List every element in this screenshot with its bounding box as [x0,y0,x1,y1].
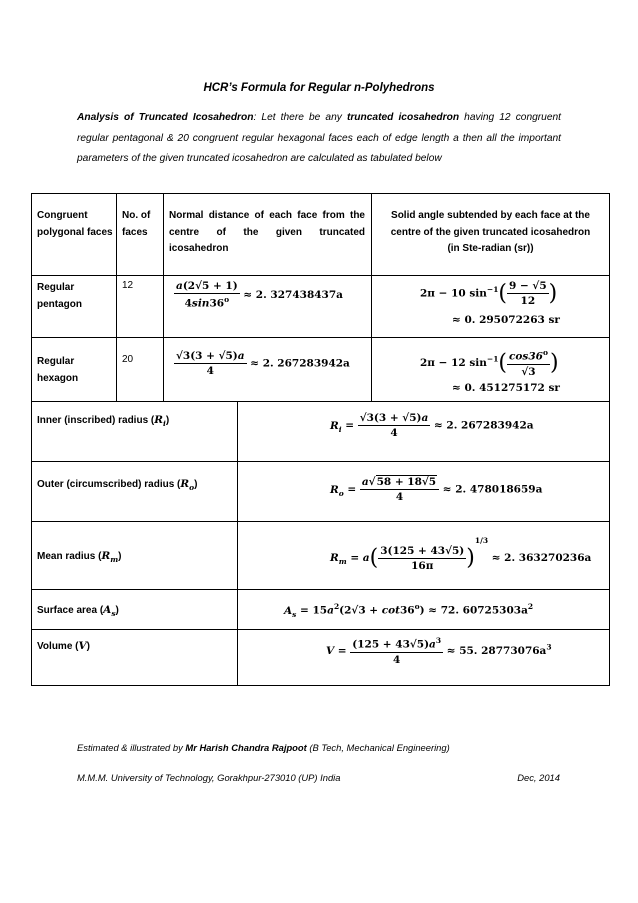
distance-cell [164,338,372,402]
inner-radius-formula: $R_i$ = $\frac{√3(3 + √5)a}{4}$ ≈ 2. 267283942a [330,412,534,439]
inner-radius-value: ≈ 2. 267283942a [433,419,534,432]
distance-formula: $\frac{√3(3 + √5)a}{4}$ [176,350,245,377]
table-row [32,590,610,630]
footer-university: M.M.M. University of Technology, Gorakhpur-273010 (UP) India [77,772,341,783]
footer-credit: Estimated & illustrated by Mr Harish Chandra Rajpoot (B Tech, Mechanical Engineering) [77,742,450,753]
solid-angle-formula: 2π − 10 $\sin^{-1}$( $\frac{9 - √5}{12}$ ) [420,280,558,307]
solid-angle-formula: 2π − 12 $\sin^{-1}$( $\frac{\cos 36^o}{√3}$ ) [420,348,559,378]
table-row [32,630,610,686]
mean-radius-value: ≈ 2. 363270236a [491,552,592,564]
param-label-cell: Inner (inscribed) radius $(R_i)$ [32,402,238,462]
header-distance: Normal distance of each face from the centre of the given truncated icosahedron [164,194,372,276]
distance-cell [164,276,372,338]
outer-radius-value: ≈ 2. 478018659a [442,483,543,496]
param-label-cell: Mean radius $(R_m)$ [32,522,238,590]
count-cell: 12 [117,276,164,338]
surface-area-formula: $A_s = 15a^2(2√3 + \cot 36^o) \approx 72$. $60725303a^2$ [284,602,534,619]
footer-date: Dec, 2014 [517,772,560,783]
surface-area-value: ≈ 72. 60725303a [428,604,528,617]
volume-formula: V = $\frac{(125 + 43√5)a^3}{4}$ ≈ 55. $28773076a^3$ [326,636,552,666]
intro-paragraph [77,108,561,170]
table-row [32,522,610,590]
count-cell: 20 [117,338,164,402]
solid-angle-value: ≈ 0. 295072263 sr [452,314,560,326]
header-count: No. of faces [117,194,164,276]
table-header-row [32,194,610,276]
distance-value: ≈ 2. 327438437a [243,288,343,301]
intro-text-1: : Let there be any [253,112,347,123]
param-formula-cell [238,590,610,630]
param-formula-cell [238,462,610,522]
param-formula-cell [238,402,610,462]
parameters-table [31,193,610,686]
intro-text-2: having 12 congruent regular pentagonal & 20 congruent regular hexagonal faces each of edge length a then all the important parameters of the given truncated icosahedron are calculated as tabulated below [77,112,562,164]
param-label-cell: Outer (circumscribed) radius $(R_o)$ [32,462,238,522]
table-row [32,338,610,402]
param-formula-cell [238,522,610,590]
param-label-cell: Volume (V) [32,630,238,686]
distance-value: ≈ 2. 267283942a [250,357,350,370]
param-label-cell: Surface area $(A_s)$ [32,590,238,630]
face-cell: Regular hexagon [32,338,117,402]
volume-value: ≈ 55. 28773076a [446,644,547,657]
solid-angle-cell [372,276,610,338]
mean-radius-formula: $R_m = a$( $\frac{3(125 + 43√5)}{16\pi}$ )$^{1/3}$ ≈ 2. 363270236a [330,536,592,572]
header-faces: Congruent polygonal faces [32,194,117,276]
face-cell: Regular pentagon [32,276,117,338]
outer-radius-formula: $R_o$ = $\frac{a√58 + 18√5}{4}$ ≈ 2. 478018659a [330,476,543,503]
distance-formula: $\frac{a(2√5 + 1)}{4\sin 36^o}$ [176,280,238,310]
table-row [32,462,610,522]
table-row [32,276,610,338]
solid-angle-cell [372,338,610,402]
intro-lead: Analysis of Truncated Icosahedron [77,112,254,123]
param-formula-cell [238,630,610,686]
intro-term: truncated icosahedron [346,112,460,123]
footer-author: Mr Harish Chandra Rajpoot [185,742,307,753]
table-row [32,402,610,462]
header-solid-angle: Solid angle subtended by each face at the centre of the given truncated icosahedron (in Ste-radian (sr)) [372,194,610,276]
page-title: HCR’s Formula for Regular n-Polyhedrons [203,82,435,94]
solid-angle-value: ≈ 0. 451275172 sr [452,382,560,394]
